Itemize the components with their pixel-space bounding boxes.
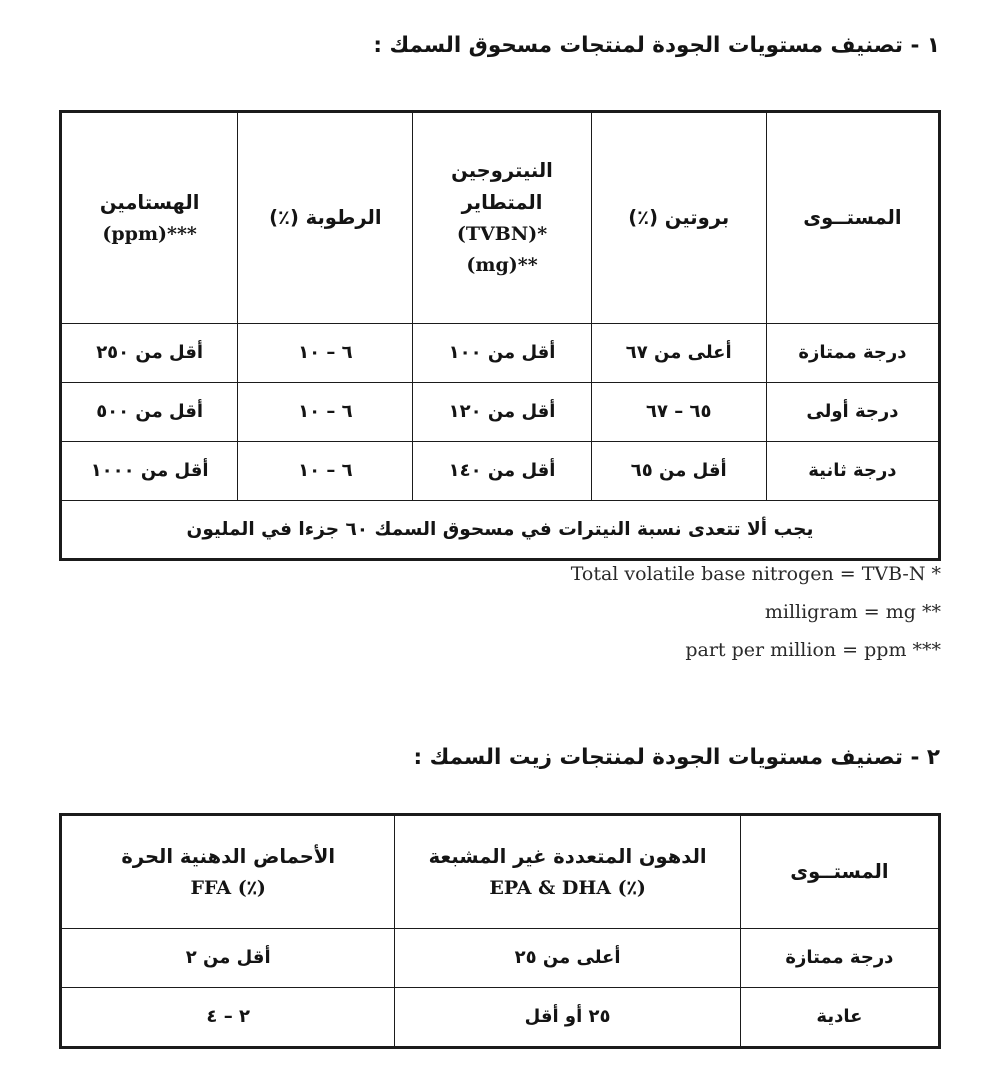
column-header-level: المستــوى [740, 815, 939, 929]
cell-tvbn: أقل من ١٢٠ [413, 383, 591, 442]
table-row [61, 383, 940, 442]
footnotes-block [41, 565, 941, 679]
cell-protein: أعلى من ٦٧ [591, 324, 766, 383]
tvbn-header-line-4 [417, 250, 586, 280]
tvbn-abbreviation: (TVBN)* [456, 222, 548, 245]
tvbn-header-line-2: المتطاير [461, 190, 543, 214]
milligram-unit: (mg)** [466, 254, 538, 277]
cell-pufa: أعلى من ٢٥ [395, 929, 740, 988]
column-header-ffa [61, 815, 395, 929]
cell-level: درجة ممتازة [766, 324, 939, 383]
fish-oil-quality-table [59, 813, 941, 1049]
cell-histamine: أقل من ٢٥٠ [61, 324, 238, 383]
section-heading-fish-meal: ١ - تصنيف مستويات الجودة لمنتجات مسحوق السمك : [373, 33, 940, 58]
nitrate-limit-note: يجب ألا تتعدى نسبة النيترات في مسحوق السمك ٦٠ جزءا في المليون [61, 501, 940, 560]
cell-histamine: أقل من ٥٠٠ [61, 383, 238, 442]
pufa-header-line-2 [399, 873, 735, 903]
table-row [61, 929, 940, 988]
table-row [61, 442, 940, 501]
column-header-pufa [395, 815, 740, 929]
table-row [61, 324, 940, 383]
table-body [61, 324, 940, 501]
table-body [61, 929, 940, 1048]
ffa-header-line-2 [66, 873, 390, 903]
section-heading-fish-oil: ٢ - تصنيف مستويات الجودة لمنتجات زيت السمك : [413, 745, 940, 770]
cell-protein: أقل من ٦٥ [591, 442, 766, 501]
cell-level: درجة ثانية [766, 442, 939, 501]
cell-histamine: أقل من ١٠٠٠ [61, 442, 238, 501]
cell-level: عادية [740, 988, 939, 1048]
footnote-mg: milligram = mg ** [764, 601, 941, 623]
table-footer [61, 501, 940, 560]
tvbn-header-line-3 [417, 219, 586, 249]
column-header-protein: بروتين (٪) [591, 112, 766, 324]
footnote-tvbn: Total volatile base nitrogen = TVB-N * [570, 563, 941, 585]
tvbn-header-line-1: النيتروجين [451, 159, 553, 183]
cell-moisture: ٦ – ١٠ [238, 383, 413, 442]
column-header-moisture: الرطوبة (٪) [238, 112, 413, 324]
column-header-level: المستــوى [766, 112, 939, 324]
cell-ffa: ٢ – ٤ [61, 988, 395, 1048]
footnote-ppm: part per million = ppm *** [685, 639, 941, 661]
ffa-header-line-1: الأحماض الدهنية الحرة [121, 844, 336, 868]
fish-meal-quality-table [59, 110, 941, 561]
table-header-row [61, 112, 940, 324]
table-header [61, 815, 940, 929]
column-header-tvbn [413, 112, 591, 324]
cell-moisture: ٦ – ١٠ [238, 442, 413, 501]
ppm-unit: (ppm)*** [102, 222, 197, 245]
table-row [61, 988, 940, 1048]
cell-pufa: ٢٥ أو أقل [395, 988, 740, 1048]
table-footer-row [61, 501, 940, 560]
column-header-histamine [61, 112, 238, 324]
epa-dha-abbreviation: EPA & DHA (٪) [489, 876, 646, 899]
cell-protein: ٦٥ – ٦٧ [591, 383, 766, 442]
cell-ffa: أقل من ٢ [61, 929, 395, 988]
ffa-abbreviation: FFA (٪) [190, 876, 266, 899]
histamine-header-line-1: الهستامين [99, 190, 200, 214]
cell-level: درجة أولى [766, 383, 939, 442]
cell-moisture: ٦ – ١٠ [238, 324, 413, 383]
histamine-header-line-2 [66, 219, 233, 249]
cell-tvbn: أقل من ١٤٠ [413, 442, 591, 501]
table-header-row [61, 815, 940, 929]
pufa-header-line-1: الدهون المتعددة غير المشبعة [428, 844, 707, 868]
cell-level: درجة ممتازة [740, 929, 939, 988]
cell-tvbn: أقل من ١٠٠ [413, 324, 591, 383]
table-header [61, 112, 940, 324]
